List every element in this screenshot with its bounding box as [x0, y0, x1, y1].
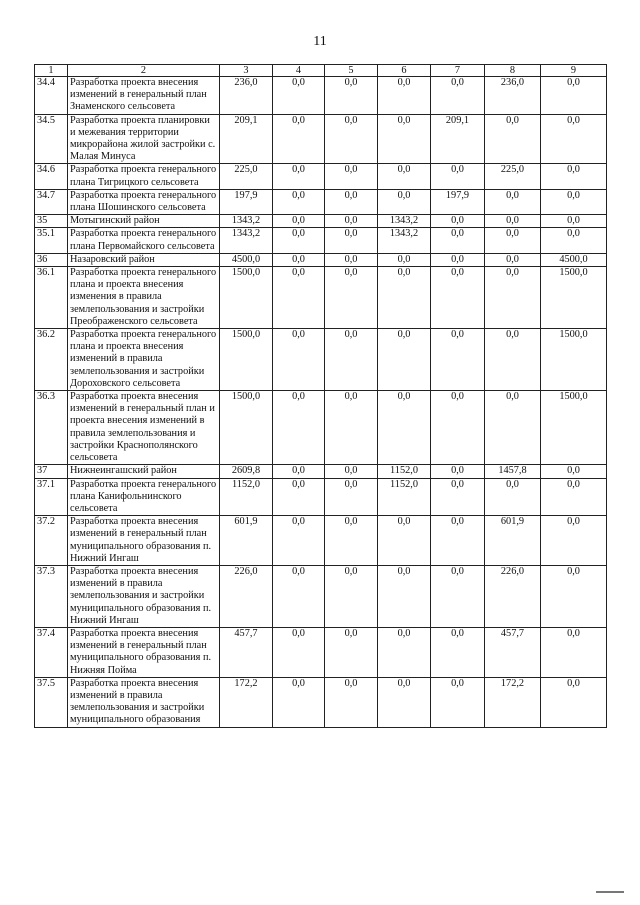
row-name-cell: Разработка проекта генерального плана Канифольнинского сельсовета	[68, 478, 220, 516]
value-cell: 0,0	[541, 114, 607, 164]
value-cell: 0,0	[325, 677, 378, 727]
value-cell: 0,0	[431, 627, 485, 677]
value-cell: 0,0	[541, 516, 607, 566]
value-cell: 1500,0	[541, 391, 607, 465]
header-cell: 6	[378, 65, 431, 77]
value-cell: 0,0	[485, 189, 541, 214]
value-cell: 0,0	[541, 565, 607, 627]
table-row	[35, 465, 607, 478]
table-row	[35, 677, 607, 727]
value-cell: 226,0	[485, 565, 541, 627]
value-cell: 0,0	[431, 329, 485, 391]
header-cell: 3	[220, 65, 273, 77]
table-row	[35, 267, 607, 329]
value-cell: 0,0	[273, 215, 325, 228]
row-number-cell: 34.4	[35, 77, 68, 115]
value-cell: 1343,2	[220, 228, 273, 253]
value-cell: 0,0	[431, 253, 485, 266]
row-number-cell: 34.6	[35, 164, 68, 189]
value-cell: 0,0	[541, 627, 607, 677]
row-number-cell: 34.5	[35, 114, 68, 164]
value-cell: 209,1	[220, 114, 273, 164]
value-cell: 225,0	[220, 164, 273, 189]
row-number-cell: 35	[35, 215, 68, 228]
value-cell: 1343,2	[220, 215, 273, 228]
value-cell: 0,0	[273, 267, 325, 329]
value-cell: 0,0	[273, 516, 325, 566]
value-cell: 0,0	[431, 465, 485, 478]
value-cell: 0,0	[325, 215, 378, 228]
value-cell: 0,0	[541, 677, 607, 727]
value-cell: 1500,0	[220, 391, 273, 465]
value-cell: 0,0	[325, 478, 378, 516]
table-row	[35, 478, 607, 516]
value-cell: 0,0	[325, 627, 378, 677]
row-name-cell: Мотыгинский район	[68, 215, 220, 228]
value-cell: 0,0	[378, 391, 431, 465]
value-cell: 0,0	[325, 516, 378, 566]
table-row	[35, 253, 607, 266]
value-cell: 0,0	[273, 478, 325, 516]
table-row	[35, 516, 607, 566]
row-name-cell: Разработка проекта генерального плана и проекта внесения изменений в правила землепользования и застройки Дороховского сельсовета	[68, 329, 220, 391]
value-cell: 197,9	[220, 189, 273, 214]
value-cell: 0,0	[541, 189, 607, 214]
value-cell: 0,0	[273, 465, 325, 478]
value-cell: 0,0	[325, 565, 378, 627]
value-cell: 0,0	[325, 164, 378, 189]
row-number-cell: 34.7	[35, 189, 68, 214]
value-cell: 0,0	[273, 114, 325, 164]
row-number-cell: 37.1	[35, 478, 68, 516]
row-name-cell: Разработка проекта генерального плана Первомайского сельсовета	[68, 228, 220, 253]
row-name-cell: Разработка проекта генерального плана Шошинского сельсовета	[68, 189, 220, 214]
table-row	[35, 565, 607, 627]
row-name-cell: Нижнеингашский район	[68, 465, 220, 478]
value-cell: 0,0	[485, 215, 541, 228]
value-cell: 1343,2	[378, 215, 431, 228]
row-name-cell: Разработка проекта внесения изменений в генеральный план и проекта внесения изменений в правила землепользования и застройки Краснополянского сельсовета	[68, 391, 220, 465]
value-cell: 209,1	[431, 114, 485, 164]
value-cell: 0,0	[541, 478, 607, 516]
value-cell: 0,0	[273, 77, 325, 115]
value-cell: 0,0	[541, 228, 607, 253]
value-cell: 1152,0	[378, 465, 431, 478]
value-cell: 0,0	[378, 267, 431, 329]
value-cell: 0,0	[273, 329, 325, 391]
value-cell: 0,0	[378, 516, 431, 566]
row-name-cell: Разработка проекта внесения изменений в генеральный план Знаменского сельсовета	[68, 77, 220, 115]
value-cell: 0,0	[541, 465, 607, 478]
value-cell: 0,0	[273, 228, 325, 253]
value-cell: 1500,0	[220, 329, 273, 391]
value-cell: 0,0	[273, 565, 325, 627]
value-cell: 0,0	[431, 391, 485, 465]
table-row	[35, 164, 607, 189]
row-number-cell: 37.5	[35, 677, 68, 727]
value-cell: 1152,0	[378, 478, 431, 516]
table-row	[35, 329, 607, 391]
value-cell: 0,0	[378, 114, 431, 164]
value-cell: 0,0	[378, 677, 431, 727]
row-number-cell: 37.3	[35, 565, 68, 627]
value-cell: 0,0	[325, 329, 378, 391]
value-cell: 0,0	[485, 478, 541, 516]
table-row	[35, 391, 607, 465]
value-cell: 0,0	[273, 164, 325, 189]
header-cell: 7	[431, 65, 485, 77]
value-cell: 0,0	[431, 478, 485, 516]
value-cell: 0,0	[273, 253, 325, 266]
value-cell: 1343,2	[378, 228, 431, 253]
value-cell: 601,9	[220, 516, 273, 566]
value-cell: 0,0	[431, 565, 485, 627]
value-cell: 1500,0	[220, 267, 273, 329]
header-cell: 5	[325, 65, 378, 77]
header-cell: 2	[68, 65, 220, 77]
value-cell: 0,0	[273, 189, 325, 214]
value-cell: 0,0	[378, 189, 431, 214]
table-row	[35, 627, 607, 677]
value-cell: 0,0	[325, 114, 378, 164]
value-cell: 2609,8	[220, 465, 273, 478]
header-cell: 9	[541, 65, 607, 77]
value-cell: 0,0	[325, 189, 378, 214]
value-cell: 0,0	[485, 114, 541, 164]
value-cell: 0,0	[431, 516, 485, 566]
row-name-cell: Разработка проекта планировки и межевания территории микрорайона жилой застройки с. Малая Минуса	[68, 114, 220, 164]
value-cell: 0,0	[485, 267, 541, 329]
value-cell: 4500,0	[541, 253, 607, 266]
value-cell: 197,9	[431, 189, 485, 214]
value-cell: 0,0	[431, 77, 485, 115]
value-cell: 1500,0	[541, 267, 607, 329]
value-cell: 0,0	[325, 77, 378, 115]
row-number-cell: 36	[35, 253, 68, 266]
row-name-cell: Разработка проекта внесения изменений в генеральный план муниципального образования п. Нижний Ингаш	[68, 516, 220, 566]
row-number-cell: 36.3	[35, 391, 68, 465]
value-cell: 236,0	[485, 77, 541, 115]
header-cell: 1	[35, 65, 68, 77]
row-number-cell: 37.2	[35, 516, 68, 566]
value-cell: 236,0	[220, 77, 273, 115]
value-cell: 457,7	[220, 627, 273, 677]
value-cell: 0,0	[485, 228, 541, 253]
value-cell: 1152,0	[220, 478, 273, 516]
value-cell: 4500,0	[220, 253, 273, 266]
row-name-cell: Разработка проекта внесения изменений в правила землепользования и застройки муниципального образования п. Нижний Ингаш	[68, 565, 220, 627]
header-cell: 8	[485, 65, 541, 77]
value-cell: 0,0	[378, 329, 431, 391]
table-header-row	[35, 65, 607, 77]
value-cell: 457,7	[485, 627, 541, 677]
row-number-cell: 37	[35, 465, 68, 478]
value-cell: 0,0	[431, 228, 485, 253]
value-cell: 0,0	[541, 77, 607, 115]
value-cell: 0,0	[541, 215, 607, 228]
row-name-cell: Разработка проекта внесения изменений в правила землепользования и застройки муниципального образования	[68, 677, 220, 727]
row-name-cell: Разработка проекта генерального плана Тигрицкого сельсовета	[68, 164, 220, 189]
table-row	[35, 114, 607, 164]
value-cell: 0,0	[273, 391, 325, 465]
value-cell: 0,0	[378, 565, 431, 627]
header-cell: 4	[273, 65, 325, 77]
table-row	[35, 215, 607, 228]
table-row	[35, 228, 607, 253]
table-row	[35, 189, 607, 214]
row-number-cell: 37.4	[35, 627, 68, 677]
value-cell: 0,0	[431, 267, 485, 329]
value-cell: 0,0	[378, 77, 431, 115]
row-name-cell: Назаровский район	[68, 253, 220, 266]
value-cell: 601,9	[485, 516, 541, 566]
value-cell: 0,0	[485, 391, 541, 465]
value-cell: 0,0	[273, 677, 325, 727]
value-cell: 0,0	[431, 164, 485, 189]
value-cell: 226,0	[220, 565, 273, 627]
value-cell: 1500,0	[541, 329, 607, 391]
value-cell: 0,0	[325, 267, 378, 329]
value-cell: 172,2	[220, 677, 273, 727]
value-cell: 0,0	[378, 253, 431, 266]
value-cell: 0,0	[485, 253, 541, 266]
value-cell: 0,0	[541, 164, 607, 189]
row-number-cell: 35.1	[35, 228, 68, 253]
value-cell: 0,0	[325, 391, 378, 465]
value-cell: 0,0	[325, 228, 378, 253]
row-name-cell: Разработка проекта внесения изменений в генеральный план муниципального образования п. Нижняя Пойма	[68, 627, 220, 677]
value-cell: 0,0	[378, 164, 431, 189]
value-cell: 172,2	[485, 677, 541, 727]
value-cell: 0,0	[485, 329, 541, 391]
table-row	[35, 77, 607, 115]
value-cell: 1457,8	[485, 465, 541, 478]
value-cell: 225,0	[485, 164, 541, 189]
page-number: 11	[313, 34, 327, 49]
value-cell: 0,0	[431, 677, 485, 727]
budget-table	[34, 64, 607, 728]
row-number-cell: 36.2	[35, 329, 68, 391]
row-name-cell: Разработка проекта генерального плана и проекта внесения изменения в правила землепользования и застройки Преображенского сельсовета	[68, 267, 220, 329]
value-cell: 0,0	[325, 465, 378, 478]
row-number-cell: 36.1	[35, 267, 68, 329]
value-cell: 0,0	[378, 627, 431, 677]
value-cell: 0,0	[273, 627, 325, 677]
footer-line-mark	[596, 891, 624, 893]
value-cell: 0,0	[431, 215, 485, 228]
value-cell: 0,0	[325, 253, 378, 266]
